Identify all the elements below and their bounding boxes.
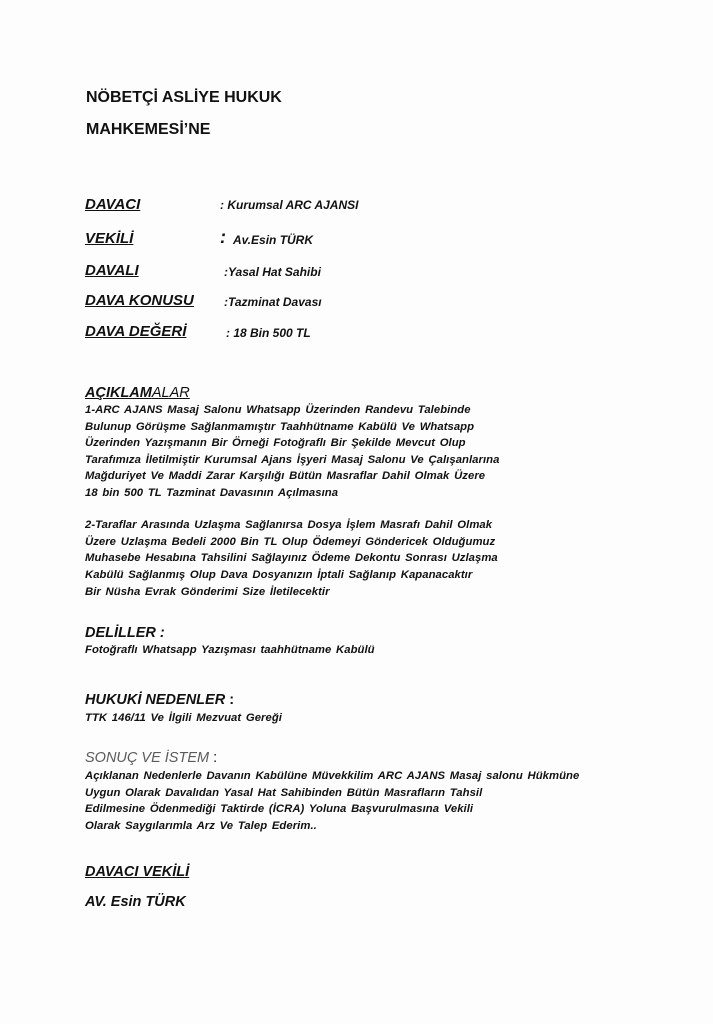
hukuki-colon: : (229, 692, 235, 708)
court-line-2: MAHKEMESİ’NE (86, 121, 211, 138)
para2-line-5: Bir Nüsha Evrak Gönderimi Size İletilecektir (85, 586, 330, 598)
sonuc-heading-text: SONUÇ VE İSTEM (85, 750, 210, 766)
para1-line-4: Tarafımıza İletilmiştir Kurumsal Ajans İşyeri Masaj Salonu Ve Çalışanlarına (85, 454, 500, 466)
sonuc-colon: : (213, 750, 218, 766)
signature-name: AV. Esin TÜRK (85, 894, 186, 910)
aciklamalar-heading (85, 385, 190, 401)
vekil-value: Av.Esin TÜRK (233, 233, 314, 247)
para2-line-2: Üzere Uzlaşma Bedeli 2000 Bin TL Olup Ödemeyi Göndericek Olduğumuz (85, 536, 496, 548)
aciklamalar-heading-bold: AÇIKLAM (85, 385, 152, 401)
hukuki-text: TTK 146/11 Ve İlgili Mezvuat Gereği (85, 712, 282, 724)
sonuc-line-2: Uygun Olarak Davalıdan Yasal Hat Sahibinden Bütün Masrafların Tahsil (85, 787, 483, 799)
para2-line-1: 2-Taraflar Arasında Uzlaşma Sağlanırsa Dosya İşlem Masrafı Dahil Olmak (85, 519, 493, 531)
court-line-1: NÖBETÇİ ASLİYE HUKUK (86, 89, 282, 106)
para2-line-3: Muhasebe Hesabına Tahsilini Sağlayınız Ödeme Dekontu Sonrası Uzlaşma (85, 552, 498, 564)
vekil-label: VEKİLİ (85, 230, 134, 247)
hukuki-heading (85, 692, 234, 708)
hukuki-heading-text: HUKUKİ NEDENLER (85, 692, 226, 708)
signature-heading: DAVACI VEKİLİ (85, 864, 190, 880)
dava-degeri-label: DAVA DEĞERİ (85, 323, 187, 340)
dava-konusu-label: DAVA KONUSU (85, 292, 194, 309)
sonuc-line-4: Olarak Saygılarımla Arz Ve Talep Ederim.. (85, 820, 317, 832)
para1-line-1: 1-ARC AJANS Masaj Salonu Whatsapp Üzerinden Randevu Talebinde (85, 404, 471, 416)
aciklamalar-heading-rest: ALAR (151, 385, 190, 401)
para1-line-6: 18 bin 500 TL Tazminat Davasının Açılmasına (85, 487, 339, 499)
para1-line-5: Mağduriyet Ve Maddi Zarar Karşılığı Bütün Masraflar Dahil Olmak Üzere (85, 470, 486, 482)
deliller-text: Fotoğraflı Whatsapp Yazışması taahhütname Kabülü (85, 644, 375, 656)
davaci-value: : Kurumsal ARC AJANSI (220, 198, 359, 212)
davali-value: :Yasal Hat Sahibi (224, 265, 321, 279)
sonuc-line-3: Edilmesine Ödenmediği Taktirde (İCRA) Yoluna Başvurulmasına Vekili (85, 803, 474, 815)
para1-line-2: Bulunup Görüşme Sağlanmamıştır Taahhütname Kabülü Ve Whatsapp (85, 421, 475, 433)
para2-line-4: Kabülü Sağlanmış Olup Dava Dosyanızın İptali Sağlanıp Kapanacaktır (85, 569, 473, 581)
dava-degeri-value: : 18 Bin 500 TL (226, 326, 311, 340)
deliller-heading: DELİLLER : (85, 625, 165, 641)
dava-konusu-value: :Tazminat Davası (224, 295, 322, 309)
sonuc-heading (85, 750, 217, 766)
vekil-colon: : (220, 227, 226, 247)
davali-label: DAVALI (85, 262, 139, 279)
para1-line-3: Üzerinden Yazışmanın Bir Örneği Fotoğraflı Bir Şekilde Mevcut Olup (85, 437, 466, 449)
sonuc-line-1: Açıklanan Nedenlerle Davanın Kabülüne Müvekkilim ARC AJANS Masaj salonu Hükmüne (85, 770, 580, 782)
davaci-label: DAVACI (85, 196, 141, 213)
